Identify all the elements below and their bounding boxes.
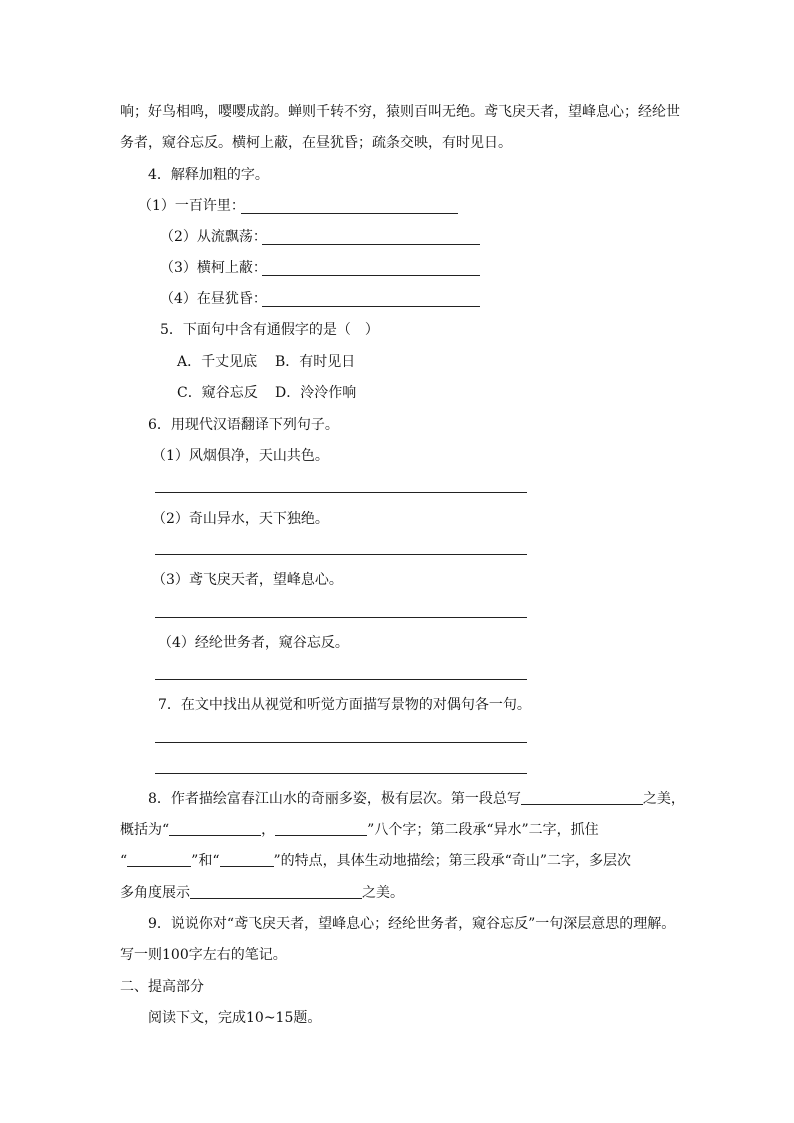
section-instruction: 阅读下文，完成10~15题。 <box>148 1010 322 1026</box>
q8-text-8: ”的特点，具体生动地描绘；第三段承“奇山”二字，多层次 <box>273 853 631 869</box>
q8-text-6: “ <box>120 853 128 869</box>
q6-answer-line-4[interactable] <box>155 679 527 680</box>
q8-blank-4[interactable] <box>127 852 191 867</box>
q4-answer-line-3[interactable] <box>262 275 480 276</box>
q6-item-2: （2）奇山异水，天下独绝。 <box>152 511 329 527</box>
q6-item-3: （3）鸢飞戾天者，望峰息心。 <box>152 572 343 588</box>
q4-item-1: （1）一百许里： <box>138 198 245 214</box>
q8-text-1: 8．作者描绘富春江山水的奇丽多姿，极有层次。第一段总写 <box>148 791 521 807</box>
q7-answer-line-1[interactable] <box>155 742 527 743</box>
q4-answer-line-2[interactable] <box>262 244 480 245</box>
q8-blank-6[interactable] <box>190 884 362 899</box>
q8-blank-2[interactable] <box>169 821 261 836</box>
q4-item-3: （3）横柯上蔽： <box>160 260 267 276</box>
q9-line-1: 9．说说你对“鸢飞戾天者，望峰息心；经纶世务者，窥谷忘反”一句深层意思的理解。 <box>148 916 676 932</box>
q7-answer-line-2[interactable] <box>155 773 527 774</box>
q8-text-3: 概括为“ <box>120 822 170 838</box>
q4-item-2: （2）从流飘荡： <box>160 229 267 245</box>
q7-prompt: 7．在文中找出从视觉和听觉方面描写景物的对偶句各一句。 <box>158 697 531 713</box>
q8-line-3 <box>120 851 631 871</box>
q9-line-2: 写一则100字左右的笔记。 <box>120 947 287 963</box>
q8-text-2: 之美， <box>642 791 685 807</box>
q5-option-d[interactable]: D．泠泠作响 <box>275 385 357 401</box>
q6-answer-line-1[interactable] <box>155 492 527 493</box>
q8-text-10: 之美。 <box>362 885 404 901</box>
passage-line-2: 务者，窥谷忘反。横柯上蔽，在昼犹昏；疏条交映，有时见日。 <box>120 135 512 151</box>
q6-answer-line-3[interactable] <box>155 617 527 618</box>
q8-text-4: ， <box>261 822 276 838</box>
q6-item-4: （4）经纶世务者，窥谷忘反。 <box>158 635 349 651</box>
section-heading: 二、提高部分 <box>120 979 204 995</box>
q4-item-4: （4）在昼犹昏： <box>160 291 267 307</box>
q6-item-1: （1）风烟俱净，天山共色。 <box>152 448 329 464</box>
q8-line-2 <box>120 820 599 840</box>
q8-line-1 <box>148 789 685 809</box>
q6-answer-line-2[interactable] <box>155 554 527 555</box>
q8-text-7: ”和“ <box>191 853 220 869</box>
q8-text-5: ”八个字；第二段承“异水”二字，抓住 <box>367 822 599 838</box>
q5-option-a[interactable]: A．千丈见底 <box>177 354 258 370</box>
q4-answer-line-1[interactable] <box>241 213 458 214</box>
q6-prompt: 6．用现代汉语翻译下列句子。 <box>148 417 339 433</box>
q8-blank-5[interactable] <box>220 852 274 867</box>
q4-prompt: 4．解释加粗的字。 <box>148 167 269 183</box>
passage-line-1: 响；好鸟相鸣，嘤嘤成韵。蝉则千转不穷，猿则百叫无绝。鸢飞戾天者，望峰息心；经纶世 <box>120 104 680 120</box>
q8-blank-1[interactable] <box>521 790 643 805</box>
q8-blank-3[interactable] <box>275 821 367 836</box>
q5-option-c[interactable]: C．窥谷忘反 <box>177 385 258 401</box>
q5-option-b[interactable]: B．有时见日 <box>275 354 356 370</box>
q8-text-9: 多角度展示 <box>120 885 190 901</box>
q5-prompt: 5．下面句中含有通假字的是（ ） <box>160 322 379 338</box>
q8-line-4 <box>120 883 404 903</box>
q4-answer-line-4[interactable] <box>262 306 480 307</box>
